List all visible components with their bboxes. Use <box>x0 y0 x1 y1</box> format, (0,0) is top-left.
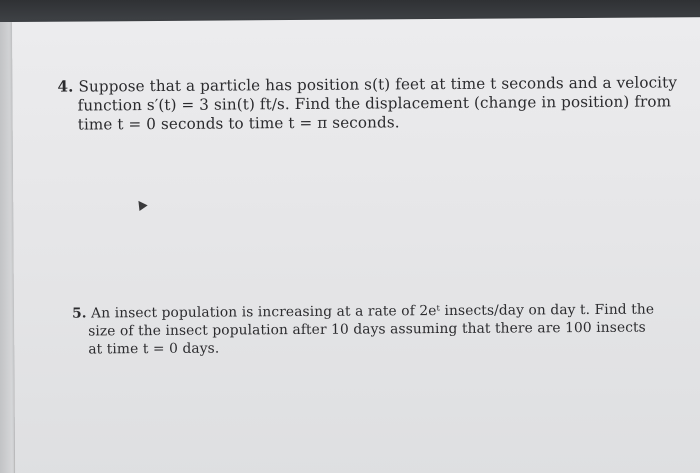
problem-4-line-3: time t = 0 seconds to time t = π seconds. <box>77 113 400 134</box>
problem-4 <box>57 73 678 134</box>
problem-5 <box>72 301 657 359</box>
problem-4-text-1: Suppose that a particle has position s(t) feet at time t seconds and a velocity <box>78 73 678 96</box>
worksheet-page <box>12 17 700 473</box>
problem-5-line-3: at time t = 0 days. <box>88 340 220 358</box>
problem-4-line-2: function s′(t) = 3 sin(t) ft/s. Find the displacement (change in position) from <box>77 92 672 115</box>
problem-4-number: 4. <box>57 77 74 96</box>
problem-5-line-2: size of the insect population after 10 days assuming that there are 100 insects <box>88 319 646 340</box>
problem-5-number: 5. <box>71 305 87 322</box>
problem-5-text-1: An insect population is increasing at a rate of 2eᵗ insects/day on day t. Find the <box>91 301 655 322</box>
